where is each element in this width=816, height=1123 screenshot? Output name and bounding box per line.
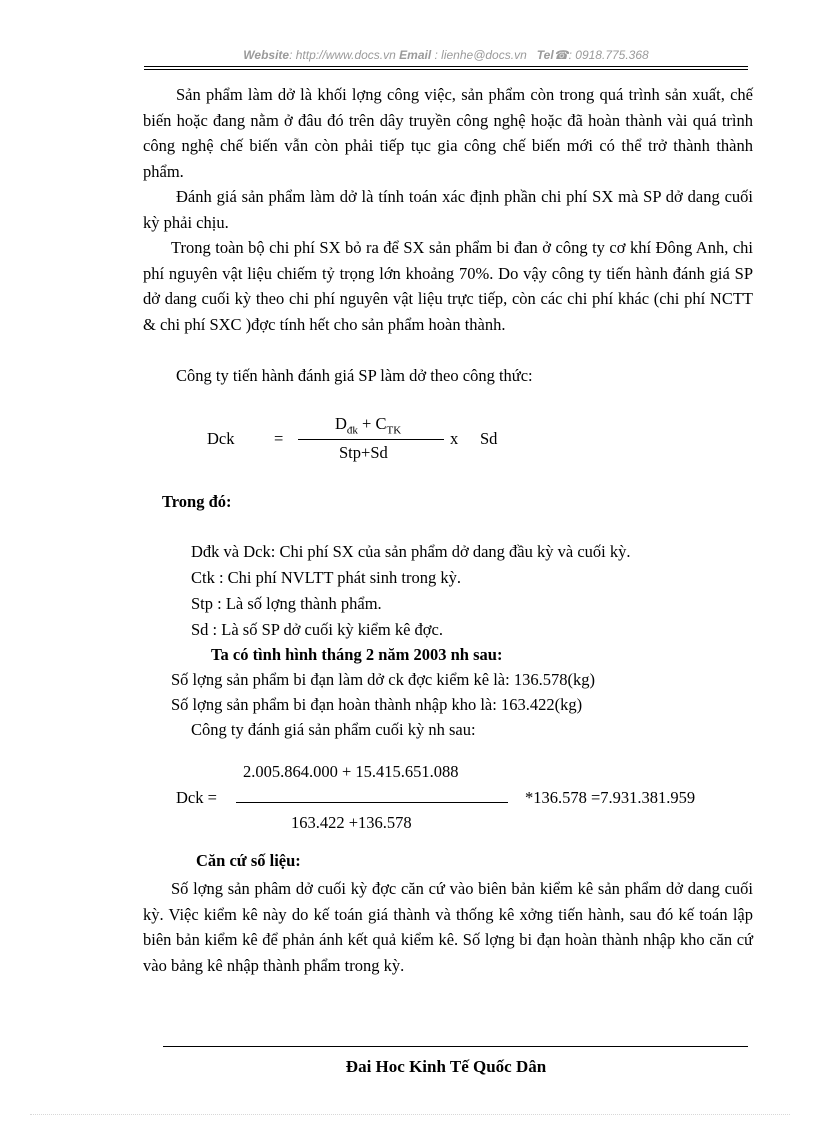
- formula1-numerator: $D_{đk} + C_{TK}$: [335, 414, 402, 437]
- definition-item: Dđk và Dck: Chi phí SX của sản phẩm dở dang đầu kỳ và cuối kỳ.: [191, 542, 631, 561]
- formula1-fraction-bar: [298, 439, 444, 440]
- definition-item: Ctk : Chi phí NVLTT phát sinh trong kỳ.: [191, 568, 461, 587]
- tel-value: ☎: 0918.775.368: [553, 48, 649, 62]
- paragraph-wip-evaluation: Đánh giá sản phẩm làm dở là tính toán xác định phần chi phí SX mà SP dở dang cuối kỳ phải chịu.: [143, 187, 753, 232]
- page-bottom-dotted-line: [30, 1114, 790, 1115]
- paragraph-basis: Số lợng sản phâm dở cuối kỳ đợc căn cứ vào biên bản kiểm kê sản phẩm dở dang cuối kỳ. Việc kiểm kê này do kế toán giá thành và thống kê xởng tiến hành, sau đó kế toán lập biên bản kiểm kê để phản ánh kết quả kiểm kê. Số lợng bi đạn hoàn thành nhập kho căn cứ vào bảng kê nhập thành phẩm trong kỳ.: [143, 879, 753, 975]
- basis-heading: Căn cứ số liệu:: [196, 851, 301, 870]
- paragraph-cost-structure: Trong toàn bộ chi phí SX bỏ ra để SX sản phẩm bi đan ở công ty cơ khí Đông Anh, chi phí nguyên vật liệu chiếm tỷ trọng lớn khoảng 70%. Do vậy công ty tiến hành đánh giá SP dở dang cuối kỳ theo chi phí nguyên vật liệu trực tiếp, còn các chi phí khác (chi phí NCTT & chi phí SXC )đợc tính hết cho sản phẩm hoàn thành.: [143, 238, 753, 334]
- formula1-rhs: Sd: [480, 429, 498, 448]
- footer-title: Đai Hoc Kinh Tế Quốc Dân: [345, 1057, 547, 1076]
- formula1-lhs: Dck: [207, 429, 235, 448]
- formula1-equals: =: [274, 429, 284, 448]
- email-value: : lienhe@docs.vn: [431, 48, 527, 62]
- where-heading: Trong đó:: [162, 492, 232, 511]
- paragraph-wip-definition: Sản phẩm làm dở là khối lợng công việc, sản phẩm còn trong quá trình sản xuất, chế biến hoặc đang nằm ở đâu đó trên dây truyền công nghệ hoặc đã hoàn thành vài quá trình công nghệ chế biến vẫn còn phải tiếp tục gia công chế biến mới có thể trở thành thành phẩm.: [143, 85, 753, 181]
- definition-item: Sd : Là số SP dở cuối kỳ kiểm kê đợc.: [191, 620, 443, 639]
- website-value: : http://www.docs.vn: [289, 48, 396, 62]
- formula2-result: *136.578 =7.931.381.959: [525, 788, 696, 807]
- formula2-fraction-bar: [236, 802, 508, 803]
- website-label: Website: [243, 48, 290, 62]
- page-header: [144, 48, 748, 62]
- formula2-numerator: 2.005.864.000 + 15.415.651.088: [243, 762, 459, 781]
- formula1-denominator: Stp+Sd: [339, 443, 388, 462]
- paragraph-formula-intro: Công ty tiến hành đánh giá SP làm dở theo công thức:: [176, 366, 533, 385]
- formula1-times: x: [450, 429, 459, 448]
- formula2-lhs: Dck =: [176, 788, 217, 807]
- situation-line: Số lợng sản phẩm bi đạn làm dở ck đợc kiểm kê là: 136.578(kg): [171, 670, 595, 689]
- situation-heading: Ta có tình hình tháng 2 năm 2003 nh sau:: [211, 645, 503, 664]
- formula2-denominator: 163.422 +136.578: [291, 813, 412, 832]
- tel-label: Tel: [536, 48, 554, 62]
- situation-line: Số lợng sản phẩm bi đạn hoàn thành nhập kho là: 163.422(kg): [171, 695, 583, 714]
- footer-rule: [163, 1046, 748, 1047]
- evaluation-intro: Công ty đánh giá sản phẩm cuối kỳ nh sau:: [191, 720, 476, 739]
- header-rule-bottom: [144, 69, 748, 70]
- definition-item: Stp : Là số lợng thành phẩm.: [191, 594, 382, 613]
- email-label: Email: [399, 48, 432, 62]
- header-rule-top: [144, 66, 748, 67]
